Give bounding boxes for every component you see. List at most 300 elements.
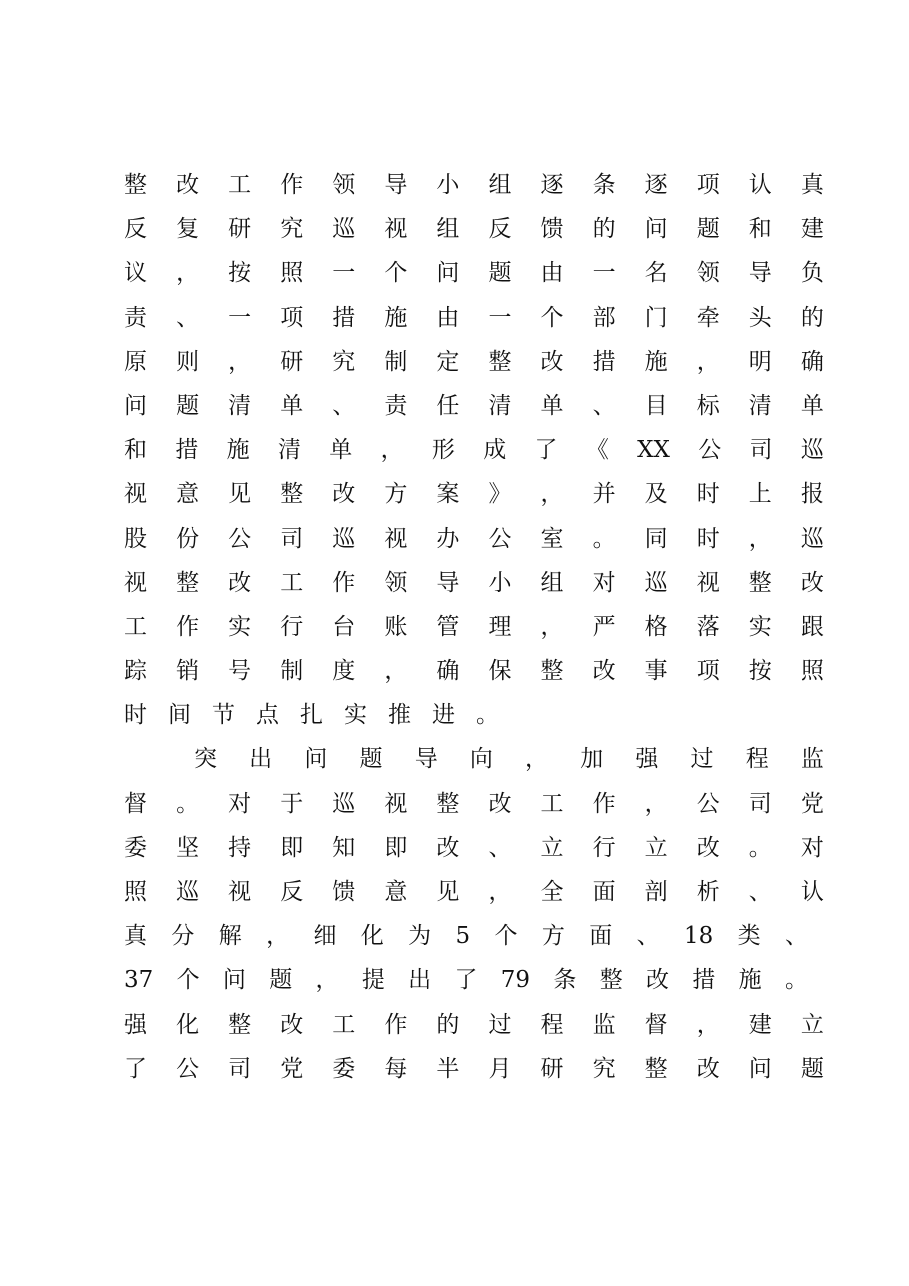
text-char: 部 bbox=[592, 304, 616, 331]
text-char: 每 bbox=[384, 1055, 408, 1082]
text-char: 确 bbox=[436, 658, 460, 685]
text-char: 监 bbox=[592, 1011, 616, 1038]
text-char: 照 bbox=[800, 658, 824, 685]
text-char: 月 bbox=[488, 1055, 512, 1082]
text-char: 改 bbox=[332, 481, 356, 508]
text-char: 司 bbox=[748, 790, 772, 817]
text-char: 清 bbox=[748, 392, 772, 419]
text-char: 即 bbox=[384, 834, 408, 861]
text-char: 并 bbox=[592, 481, 616, 508]
text-line-13 bbox=[124, 693, 824, 737]
text-char: 过 bbox=[488, 1011, 512, 1038]
text-char: 巡 bbox=[332, 525, 356, 552]
text-char: 导 bbox=[748, 260, 772, 287]
text-char: 措 bbox=[692, 967, 716, 994]
body-text bbox=[124, 163, 824, 1091]
text-char: 问 bbox=[304, 746, 328, 773]
text-char: 视 bbox=[384, 216, 408, 243]
text-char: 委 bbox=[332, 1055, 356, 1082]
text-char: 整 bbox=[436, 790, 460, 817]
text-char: 程 bbox=[745, 746, 769, 773]
text-char: 建 bbox=[748, 1011, 772, 1038]
text-char: 进 bbox=[432, 702, 455, 729]
text-char: 公 bbox=[488, 525, 512, 552]
text-char: 究 bbox=[592, 1055, 616, 1082]
text-char: 工 bbox=[540, 790, 564, 817]
text-char: 账 bbox=[384, 613, 408, 640]
text-char: 逐 bbox=[644, 172, 668, 198]
text-char: 度 bbox=[332, 658, 356, 685]
text-char: 立 bbox=[644, 834, 668, 861]
text-char: 整 bbox=[124, 172, 147, 198]
text-line-7 bbox=[124, 428, 824, 472]
text-char: 行 bbox=[592, 834, 616, 861]
text-line-16 bbox=[124, 826, 824, 870]
text-char: 保 bbox=[488, 658, 512, 685]
text-char: ， bbox=[315, 967, 339, 994]
text-char: 领 bbox=[384, 569, 408, 596]
text-line-21 bbox=[124, 1047, 824, 1091]
text-char: 个 bbox=[540, 304, 564, 331]
text-char: 对 bbox=[800, 834, 824, 861]
text-char: 巡 bbox=[800, 437, 824, 464]
text-char: 细 bbox=[313, 923, 337, 950]
text-char: 个 bbox=[176, 967, 200, 994]
text-char: 个 bbox=[384, 260, 408, 287]
text-char: 真 bbox=[124, 923, 147, 950]
text-char: 清 bbox=[277, 437, 301, 464]
text-char: 复 bbox=[176, 216, 200, 243]
text-char: 组 bbox=[488, 172, 512, 198]
text-char: 确 bbox=[800, 348, 824, 375]
text-char: 单 bbox=[329, 437, 353, 464]
text-char: 制 bbox=[280, 658, 304, 685]
text-char: 党 bbox=[280, 1055, 304, 1082]
text-char: 办 bbox=[436, 525, 460, 552]
text-char: 一 bbox=[488, 304, 512, 331]
text-char: 整 bbox=[748, 569, 772, 596]
text-char: 时 bbox=[696, 481, 720, 508]
text-line-6 bbox=[124, 384, 824, 428]
text-char: 号 bbox=[228, 658, 252, 685]
text-char: 改 bbox=[592, 658, 616, 685]
text-char: 题 bbox=[696, 216, 720, 243]
text-char: XX bbox=[637, 437, 670, 464]
text-char: 视 bbox=[384, 790, 408, 817]
text-char: 分 bbox=[171, 923, 195, 950]
text-char: 建 bbox=[800, 216, 824, 243]
text-line-11 bbox=[124, 605, 824, 649]
text-char: 由 bbox=[540, 260, 564, 287]
text-char: 认 bbox=[800, 879, 824, 905]
text-char: 研 bbox=[540, 1055, 564, 1082]
text-char: 逐 bbox=[540, 172, 564, 198]
text-line-19 bbox=[124, 958, 808, 1002]
text-char: 原 bbox=[124, 348, 147, 375]
text-char: 改 bbox=[800, 569, 824, 596]
text-char: 施 bbox=[644, 348, 668, 375]
text-char: 司 bbox=[228, 1055, 252, 1082]
text-line-5 bbox=[124, 340, 824, 384]
text-char: 由 bbox=[436, 304, 460, 331]
text-char: 视 bbox=[124, 481, 147, 508]
text-char: 向 bbox=[469, 746, 493, 773]
text-line-17 bbox=[124, 870, 824, 914]
text-char: 化 bbox=[360, 923, 384, 950]
text-char: 小 bbox=[436, 172, 460, 198]
text-char: 严 bbox=[592, 613, 616, 640]
text-char: 整 bbox=[488, 348, 512, 375]
text-char: 门 bbox=[644, 304, 668, 331]
text-line-3 bbox=[124, 251, 824, 295]
text-char: 、 bbox=[592, 392, 616, 419]
text-char: 研 bbox=[280, 348, 304, 375]
text-char: 。 bbox=[176, 790, 200, 817]
text-char: 督 bbox=[644, 1011, 668, 1038]
text-char: 析 bbox=[696, 879, 720, 905]
text-char: 对 bbox=[592, 569, 616, 596]
text-char: 清 bbox=[228, 392, 252, 419]
text-char: 问 bbox=[644, 216, 668, 243]
text-char: 管 bbox=[436, 613, 460, 640]
text-char: 馈 bbox=[332, 879, 356, 905]
text-char: 整 bbox=[644, 1055, 668, 1082]
text-char: 组 bbox=[540, 569, 564, 596]
text-char: ， bbox=[540, 613, 564, 640]
text-char: 格 bbox=[644, 613, 668, 640]
text-char: 议 bbox=[124, 260, 147, 287]
text-char: ， bbox=[488, 879, 512, 905]
text-line-1 bbox=[124, 163, 824, 207]
text-char: 同 bbox=[644, 525, 668, 552]
text-char: 督 bbox=[124, 790, 147, 817]
text-char: 措 bbox=[332, 304, 356, 331]
text-char: 半 bbox=[436, 1055, 460, 1082]
text-char: 过 bbox=[690, 746, 714, 773]
text-char: 时 bbox=[124, 702, 147, 729]
text-char: 见 bbox=[228, 481, 252, 508]
text-char: 工 bbox=[332, 1011, 356, 1038]
text-char: 推 bbox=[388, 702, 411, 729]
text-char: 照 bbox=[124, 879, 147, 905]
text-char: 公 bbox=[698, 437, 722, 464]
text-char: 见 bbox=[436, 879, 460, 905]
text-char: 真 bbox=[800, 172, 824, 198]
text-char: 改 bbox=[646, 967, 669, 994]
text-char: ， bbox=[266, 923, 290, 950]
text-char: 立 bbox=[800, 1011, 824, 1038]
text-char: ， bbox=[176, 260, 200, 287]
text-char: 形 bbox=[431, 437, 455, 464]
text-char: 知 bbox=[332, 834, 356, 861]
text-char: 类 bbox=[737, 923, 761, 950]
text-char: 题 bbox=[176, 392, 200, 419]
text-char: 。 bbox=[592, 525, 616, 552]
text-char: 即 bbox=[280, 834, 304, 861]
text-char: 18 bbox=[683, 923, 714, 950]
text-char: 工 bbox=[228, 172, 252, 198]
text-char: 踪 bbox=[124, 658, 147, 685]
text-char: ， bbox=[540, 481, 564, 508]
text-char: 和 bbox=[748, 216, 772, 243]
text-char: 照 bbox=[280, 260, 304, 287]
text-char: 小 bbox=[488, 569, 512, 596]
text-char: 了 bbox=[534, 437, 558, 464]
text-char: 视 bbox=[124, 569, 147, 596]
text-char: 措 bbox=[175, 437, 199, 464]
text-char: 立 bbox=[540, 834, 564, 861]
text-char: 究 bbox=[332, 348, 356, 375]
text-char: 司 bbox=[280, 525, 304, 552]
text-char: 整 bbox=[599, 967, 623, 994]
text-line-9 bbox=[124, 517, 824, 561]
text-char: 作 bbox=[332, 569, 356, 596]
text-char: ， bbox=[380, 437, 404, 464]
text-char: 实 bbox=[748, 613, 772, 640]
text-char: ， bbox=[228, 348, 252, 375]
text-char: 施 bbox=[384, 304, 408, 331]
text-char: 头 bbox=[748, 304, 772, 331]
text-char: 、 bbox=[784, 923, 808, 950]
text-char: 台 bbox=[332, 613, 356, 640]
text-char: 视 bbox=[228, 879, 252, 905]
text-char: 视 bbox=[384, 525, 408, 552]
text-char: 工 bbox=[280, 569, 304, 596]
text-char: 整 bbox=[540, 658, 564, 685]
text-char: 公 bbox=[176, 1055, 200, 1082]
text-char: 解 bbox=[218, 923, 242, 950]
text-char: 份 bbox=[176, 525, 200, 552]
text-char: 制 bbox=[384, 348, 408, 375]
text-char: 委 bbox=[124, 834, 147, 861]
text-char: 领 bbox=[332, 172, 356, 198]
text-char: 面 bbox=[592, 879, 616, 905]
text-char: 为 bbox=[408, 923, 432, 950]
text-char: 、 bbox=[332, 392, 356, 419]
text-char: 上 bbox=[748, 481, 772, 508]
text-char: 点 bbox=[256, 702, 279, 729]
text-char: 反 bbox=[488, 216, 512, 243]
text-char: 组 bbox=[436, 216, 460, 243]
text-char: 作 bbox=[176, 613, 200, 640]
text-line-14 bbox=[124, 737, 824, 781]
text-char: 出 bbox=[249, 746, 273, 773]
text-char: 题 bbox=[488, 260, 512, 287]
text-char: ， bbox=[644, 790, 668, 817]
text-char: 了 bbox=[454, 967, 478, 994]
text-char: 加 bbox=[580, 746, 604, 773]
text-char: 研 bbox=[228, 216, 252, 243]
text-char: ， bbox=[748, 525, 772, 552]
text-char: 案 bbox=[436, 481, 460, 508]
text-char: 化 bbox=[176, 1011, 200, 1038]
text-line-10 bbox=[124, 561, 824, 605]
text-char: 项 bbox=[280, 304, 304, 331]
text-char: 于 bbox=[280, 790, 304, 817]
text-char: 股 bbox=[124, 525, 147, 552]
text-char: 题 bbox=[359, 746, 383, 773]
text-char: 馈 bbox=[540, 216, 564, 243]
text-char: 对 bbox=[228, 790, 252, 817]
text-char: 程 bbox=[540, 1011, 564, 1038]
text-char: 改 bbox=[280, 1011, 304, 1038]
text-char: 实 bbox=[228, 613, 252, 640]
text-char: 提 bbox=[361, 967, 385, 994]
text-char: 问 bbox=[222, 967, 246, 994]
text-char: 责 bbox=[384, 392, 408, 419]
text-line-12 bbox=[124, 649, 824, 693]
text-char: 作 bbox=[592, 790, 616, 817]
text-char: 》 bbox=[488, 481, 512, 508]
text-char: 整 bbox=[176, 569, 200, 596]
text-char: 报 bbox=[800, 481, 824, 508]
text-char: 目 bbox=[644, 392, 668, 419]
text-char: 改 bbox=[228, 569, 252, 596]
text-char: 责 bbox=[124, 304, 147, 331]
text-char: 的 bbox=[436, 1011, 460, 1038]
text-char: 按 bbox=[228, 260, 252, 287]
text-char: 视 bbox=[696, 569, 720, 596]
text-char: 负 bbox=[800, 260, 824, 287]
text-char: 究 bbox=[280, 216, 304, 243]
text-char: 巡 bbox=[176, 879, 200, 905]
text-char: 持 bbox=[228, 834, 252, 861]
text-char: 作 bbox=[280, 172, 304, 198]
text-char: 单 bbox=[540, 392, 564, 419]
text-char: 认 bbox=[748, 172, 772, 198]
text-char: 全 bbox=[540, 879, 564, 905]
text-char: 党 bbox=[800, 790, 824, 817]
text-char: 问 bbox=[436, 260, 460, 287]
text-char: 5 bbox=[455, 923, 471, 950]
text-char: 方 bbox=[541, 923, 565, 950]
text-char: 巡 bbox=[332, 790, 356, 817]
text-char: 跟 bbox=[800, 613, 824, 640]
text-char: 牵 bbox=[696, 304, 720, 331]
text-line-4 bbox=[124, 296, 824, 340]
text-char: 单 bbox=[280, 392, 304, 419]
text-char: 间 bbox=[168, 702, 191, 729]
text-char: 清 bbox=[488, 392, 512, 419]
text-char: 任 bbox=[436, 392, 460, 419]
text-char: 意 bbox=[176, 481, 200, 508]
text-char: 整 bbox=[280, 481, 304, 508]
text-char: 强 bbox=[124, 1011, 147, 1038]
text-char: 公 bbox=[696, 790, 720, 817]
text-char: 理 bbox=[488, 613, 512, 640]
text-char: 公 bbox=[228, 525, 252, 552]
text-char: 反 bbox=[280, 879, 304, 905]
text-char: 条 bbox=[592, 172, 616, 198]
text-char: 及 bbox=[644, 481, 668, 508]
text-char: 《 bbox=[585, 437, 609, 464]
text-char: 室 bbox=[540, 525, 564, 552]
text-char: 条 bbox=[553, 967, 577, 994]
text-char: 问 bbox=[124, 392, 147, 419]
text-char: 改 bbox=[540, 348, 564, 375]
text-char: 方 bbox=[384, 481, 408, 508]
text-char: 事 bbox=[644, 658, 668, 685]
text-char: 。 bbox=[748, 834, 772, 861]
text-char: 79 bbox=[500, 967, 531, 994]
text-char: 的 bbox=[592, 216, 616, 243]
text-char: 一 bbox=[228, 304, 252, 331]
text-char: 题 bbox=[269, 967, 293, 994]
text-char: 名 bbox=[644, 260, 668, 287]
text-char: 施 bbox=[226, 437, 250, 464]
text-char: 时 bbox=[696, 525, 720, 552]
text-char: 则 bbox=[176, 348, 200, 375]
text-char: 巡 bbox=[800, 525, 824, 552]
text-char: 监 bbox=[800, 746, 824, 773]
text-char: 改 bbox=[176, 172, 200, 198]
text-char: 面 bbox=[589, 923, 613, 950]
text-char: 。 bbox=[784, 967, 808, 994]
text-char: 巡 bbox=[332, 216, 356, 243]
text-char: 、 bbox=[488, 834, 512, 861]
text-char: 领 bbox=[696, 260, 720, 287]
text-line-2 bbox=[124, 207, 824, 251]
text-char: 成 bbox=[483, 437, 507, 464]
text-char: 强 bbox=[635, 746, 659, 773]
text-char: 巡 bbox=[644, 569, 668, 596]
text-char: 坚 bbox=[176, 834, 200, 861]
text-char: 标 bbox=[696, 392, 720, 419]
text-char: 改 bbox=[696, 834, 720, 861]
text-char: 行 bbox=[280, 613, 304, 640]
text-char: 问 bbox=[748, 1055, 772, 1082]
text-char: 出 bbox=[408, 967, 432, 994]
text-char: 、 bbox=[748, 879, 772, 905]
text-char: 剖 bbox=[644, 879, 668, 905]
text-char: 实 bbox=[344, 702, 367, 729]
text-char: 题 bbox=[800, 1055, 824, 1082]
text-char: 突 bbox=[194, 746, 217, 773]
text-line-20 bbox=[124, 1003, 824, 1047]
text-char: 施 bbox=[738, 967, 762, 994]
text-char: 扎 bbox=[300, 702, 323, 729]
text-line-18 bbox=[124, 914, 808, 958]
text-char: 改 bbox=[696, 1055, 720, 1082]
text-char: 项 bbox=[696, 172, 720, 198]
text-char: 、 bbox=[636, 923, 660, 950]
text-char: 一 bbox=[332, 260, 356, 287]
text-char: 。 bbox=[476, 702, 499, 729]
text-char: 销 bbox=[176, 658, 200, 685]
text-char: 项 bbox=[696, 658, 720, 685]
text-char: 按 bbox=[748, 658, 772, 685]
text-char: ， bbox=[525, 746, 549, 773]
text-char: ， bbox=[696, 1011, 720, 1038]
text-char: 37 bbox=[124, 967, 154, 994]
text-char: 的 bbox=[800, 304, 824, 331]
text-char: 一 bbox=[592, 260, 616, 287]
text-char: 节 bbox=[212, 702, 235, 729]
text-char: 和 bbox=[124, 437, 147, 464]
text-line-15 bbox=[124, 782, 824, 826]
text-char: 司 bbox=[749, 437, 773, 464]
text-char: 措 bbox=[592, 348, 616, 375]
text-char: 改 bbox=[488, 790, 512, 817]
text-char: 反 bbox=[124, 216, 147, 243]
text-char: 单 bbox=[800, 392, 824, 419]
text-line-8 bbox=[124, 472, 824, 516]
text-char: 意 bbox=[384, 879, 408, 905]
text-char: ， bbox=[384, 658, 408, 685]
text-char: 作 bbox=[384, 1011, 408, 1038]
text-char: 整 bbox=[228, 1011, 252, 1038]
text-char: 工 bbox=[124, 613, 147, 640]
